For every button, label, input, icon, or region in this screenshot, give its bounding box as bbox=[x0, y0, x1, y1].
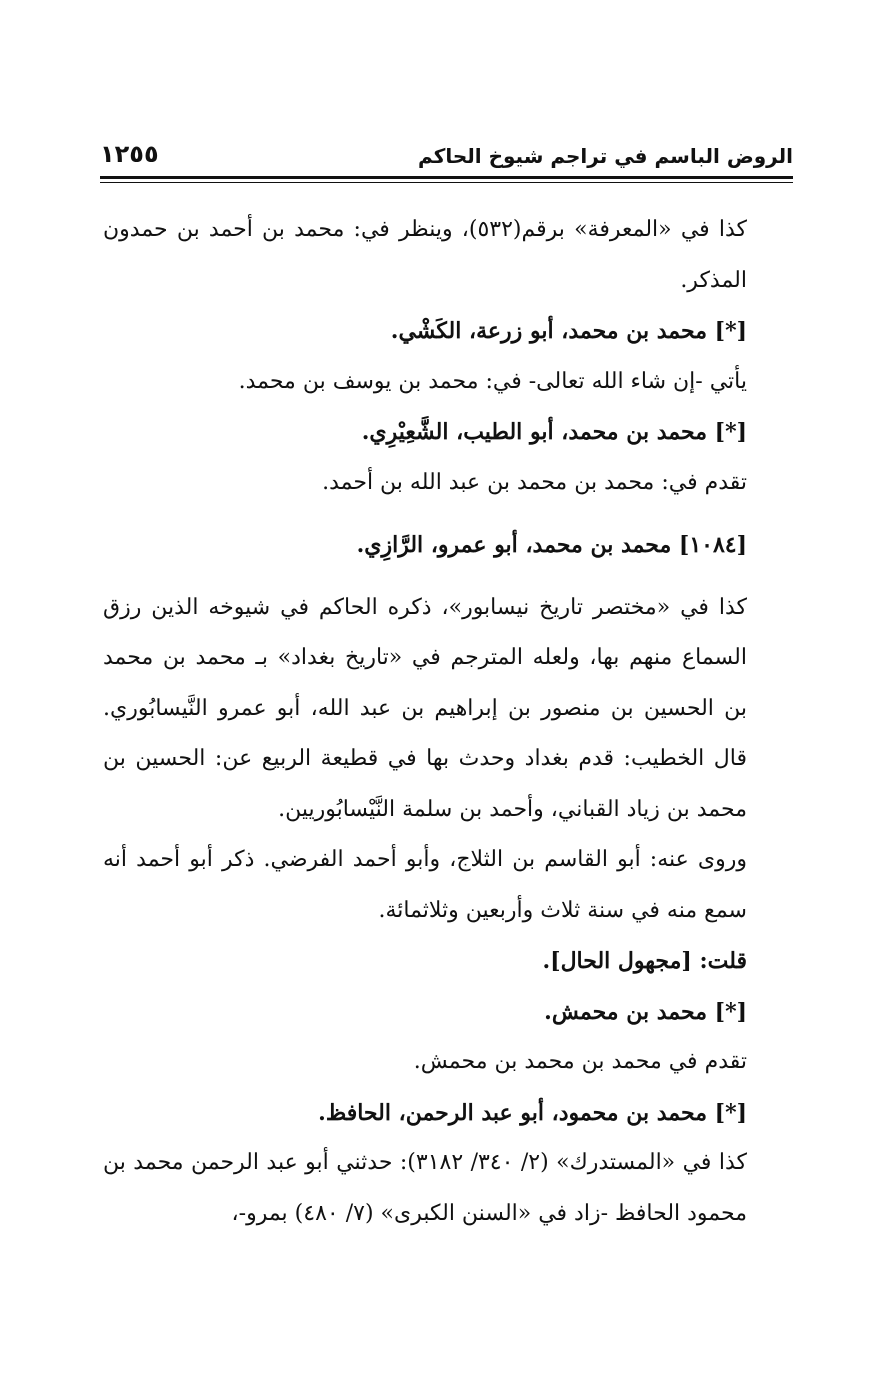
cross-reference-line: تقدم في محمد بن محمد بن محمش. bbox=[413, 1049, 747, 1074]
page-body bbox=[103, 205, 793, 1239]
cross-reference-line: تقدم في: محمد بن محمد بن عبد الله بن أحمد. bbox=[322, 469, 747, 495]
entry-heading-1084: [١٠٨٤] محمد بن محمد، أبو عمرو، الرَّازِي. bbox=[356, 532, 747, 558]
cross-reference-line: يأتي -إن شاء الله تعالى- في: محمد بن يوسف بن محمد. bbox=[238, 368, 747, 394]
entry-heading-abu-zur3a: [*] محمد بن محمد، أبو زرعة، الكَشْي. bbox=[390, 318, 747, 344]
page-header bbox=[100, 138, 793, 174]
entry-heading-abu-abd-al-rahman: [*] محمد بن محمود، أبو عبد الرحمن، الحافظ. bbox=[318, 1099, 747, 1126]
header-rule-thick bbox=[100, 176, 793, 179]
header-rule-thin bbox=[100, 182, 793, 183]
running-title: الروض الباسم في تراجم شيوخ الحاكم bbox=[418, 144, 793, 168]
entry-heading-abu-al-tayyib: [*] محمد بن محمد، أبو الطيب، الشَّعِيْرِي. bbox=[361, 419, 747, 445]
paragraph-mustadrak-reference: كذا في «المستدرك» (٢/ ٣٤٠/ ٣١٨٢): حدثني أبو عبد الرحمن محمد بن محمود الحافظ -زاد في «السنن الكبرى» (٧/ ٤٨٠) بمرو-، bbox=[103, 1150, 747, 1226]
paragraph-ma3rifa-reference: كذا في «المعرفة» برقم(٥٣٢)، وينظر في: محمد بن أحمد بن حمدون المذكر. bbox=[103, 217, 747, 293]
entry-heading-muhammash: [*] محمد بن محمش. bbox=[544, 998, 747, 1025]
verdict-line: قلت: [مجهول الحال]. bbox=[542, 948, 747, 974]
paragraph-narrators: وروى عنه: أبو القاسم بن الثلاج، وأبو أحمد الفرضي. ذكر أبو أحمد أنه سمع منه في سنة ثلاث وأربعين وثلاثمائة. bbox=[103, 847, 747, 923]
paragraph-mukhtasar-nisabur: كذا في «مختصر تاريخ نيسابور»، ذكره الحاكم في شيوخه الذين رزق السماع منهم بها، ولعله المترجم في «تاريخ بغداد» بـ محمد بن محمد بن الحسين بن منصور بن إبراهيم بن عبد الله، أبو عمرو النَّيسابُوري. قال الخطيب: قدم بغداد وحدث بها في قطيعة الربيع عن: الحسين بن محمد بن زياد القباني، وأحمد بن سلمة النَّيْسابُوريين. bbox=[103, 594, 747, 822]
page-number: ١٢٥٥ bbox=[100, 140, 159, 168]
